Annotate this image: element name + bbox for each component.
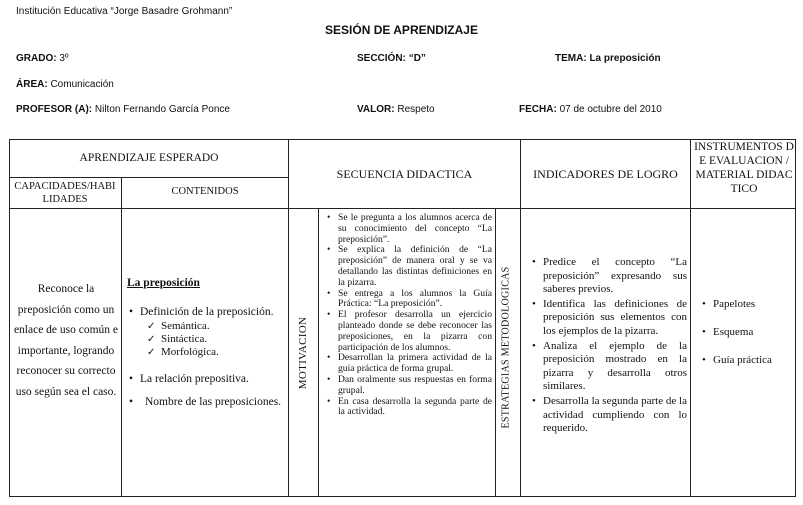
capacidad-text: Reconoce la preposición como un enlace de uso común e importante, logrando reconocer su correcto uso según sea el caso.: [13, 283, 119, 398]
area-value: Comunicación: [50, 79, 114, 90]
contenidos-header: CONTENIDOS: [171, 186, 239, 197]
profesor-field: [16, 104, 230, 115]
divider: [121, 177, 122, 497]
list-item: • Identifica las definiciones de preposición sus elementos con los ejemplos de la pizarra.: [530, 298, 687, 339]
institution-name: Institución Educativa “Jorge Basadre Grohmann”: [16, 6, 233, 17]
list-item-text: Definición de la preposición.: [140, 306, 274, 318]
list-item: • Se le pregunta a los alumnos acerca de su conocimiento del concepto “La preposición”.: [325, 213, 492, 245]
profesor-value: Nilton Fernando García Ponce: [94, 104, 230, 115]
divider: [318, 209, 319, 497]
divider: [288, 139, 289, 497]
list-item: • Papelotes: [700, 297, 792, 311]
list-item: ✓ Semántica.: [147, 320, 287, 333]
list-item: • Predice el concepto “La preposición” expresando sus saberes previos.: [530, 256, 687, 297]
list-item: [127, 396, 287, 409]
capacidades-header: CAPACIDADES/HABILIDADES: [14, 181, 116, 205]
divider: [495, 209, 496, 497]
tema-field: [555, 53, 661, 64]
secuencia-header: SECUENCIA DIDACTICA: [336, 167, 473, 181]
list-item: • El profesor desarrolla un ejercicio planteado donde se debe reconocer las preposiciones, en la pizarra con participación de los alumnos.: [325, 310, 492, 353]
fecha-label: FECHA:: [519, 104, 557, 115]
profesor-label: PROFESOR (A):: [16, 104, 93, 115]
list-item: ✓ Sintáctica.: [147, 333, 287, 346]
list-item: ✓ Morfológica.: [147, 346, 287, 359]
fecha-value: 07 de octubre del 2010: [559, 104, 662, 115]
estrategias-label: ESTRATEGIAS METODOLOGICAS: [500, 266, 512, 429]
instrumentos-header: INSTRUMENTOS DE EVALUACION / MATERIAL DIDACTICO: [694, 141, 794, 195]
seccion-field: [357, 53, 426, 64]
area-field: [16, 79, 114, 90]
list-item-text: La relación prepositiva.: [140, 373, 249, 385]
area-label: ÁREA:: [16, 79, 48, 90]
valor-value: Respeto: [397, 104, 435, 115]
valor-field: [357, 104, 435, 115]
page-title: SESIÓN DE APRENDIZAJE: [325, 23, 478, 37]
tema-value: La preposición: [589, 53, 661, 64]
divider: [9, 208, 796, 209]
contenidos-title: La preposición: [127, 277, 200, 289]
motivacion-label: MOTIVACION: [297, 316, 309, 390]
list-item: • Desarrollan la primera actividad de la guía práctica de forma grupal.: [325, 353, 492, 375]
tema-label: TEMA:: [555, 53, 587, 64]
aprendizaje-esperado-header: APRENDIZAJE ESPERADO: [79, 152, 219, 164]
list-item: • Se explica la definición de “La preposición” de manera oral y se va detallando las distintas definiciones en la pizarra.: [325, 245, 492, 288]
fecha-field: [519, 104, 662, 115]
grado-field: [16, 53, 69, 64]
list-item: • Esquema: [700, 325, 792, 339]
contenidos-list: [127, 276, 287, 409]
list-item: [127, 305, 287, 319]
list-item: [127, 372, 287, 386]
divider: [690, 139, 691, 497]
list-item: • Desarrolla la segunda parte de la actividad cumpliendo con lo requerido.: [530, 395, 687, 436]
seccion-label: SECCIÓN:: [357, 53, 406, 64]
secuencia-list: [325, 213, 492, 418]
grado-label: GRADO:: [16, 53, 57, 64]
valor-label: VALOR:: [357, 104, 395, 115]
list-item: • En casa desarrolla la segunda parte de la actividad.: [325, 397, 492, 419]
list-item: • Se entrega a los alumnos la Guía Práctica: “La preposición”.: [325, 289, 492, 311]
list-item-text: Nombre de las preposiciones.: [145, 396, 282, 408]
instrumentos-list: [700, 297, 792, 367]
divider: [9, 177, 289, 178]
divider: [520, 139, 521, 497]
seccion-value: “D”: [408, 53, 426, 64]
indicadores-list: [530, 256, 687, 436]
list-item: • Guía práctica: [700, 353, 792, 367]
list-item: • Analiza el ejemplo de la preposición mostrado en la pizarra y desarrolla otros similares.: [530, 340, 687, 394]
list-item: • Dan oralmente sus respuestas en forma grupal.: [325, 375, 492, 397]
grado-value: 3º: [59, 53, 69, 64]
indicadores-header: INDICADORES DE LOGRO: [533, 167, 678, 181]
